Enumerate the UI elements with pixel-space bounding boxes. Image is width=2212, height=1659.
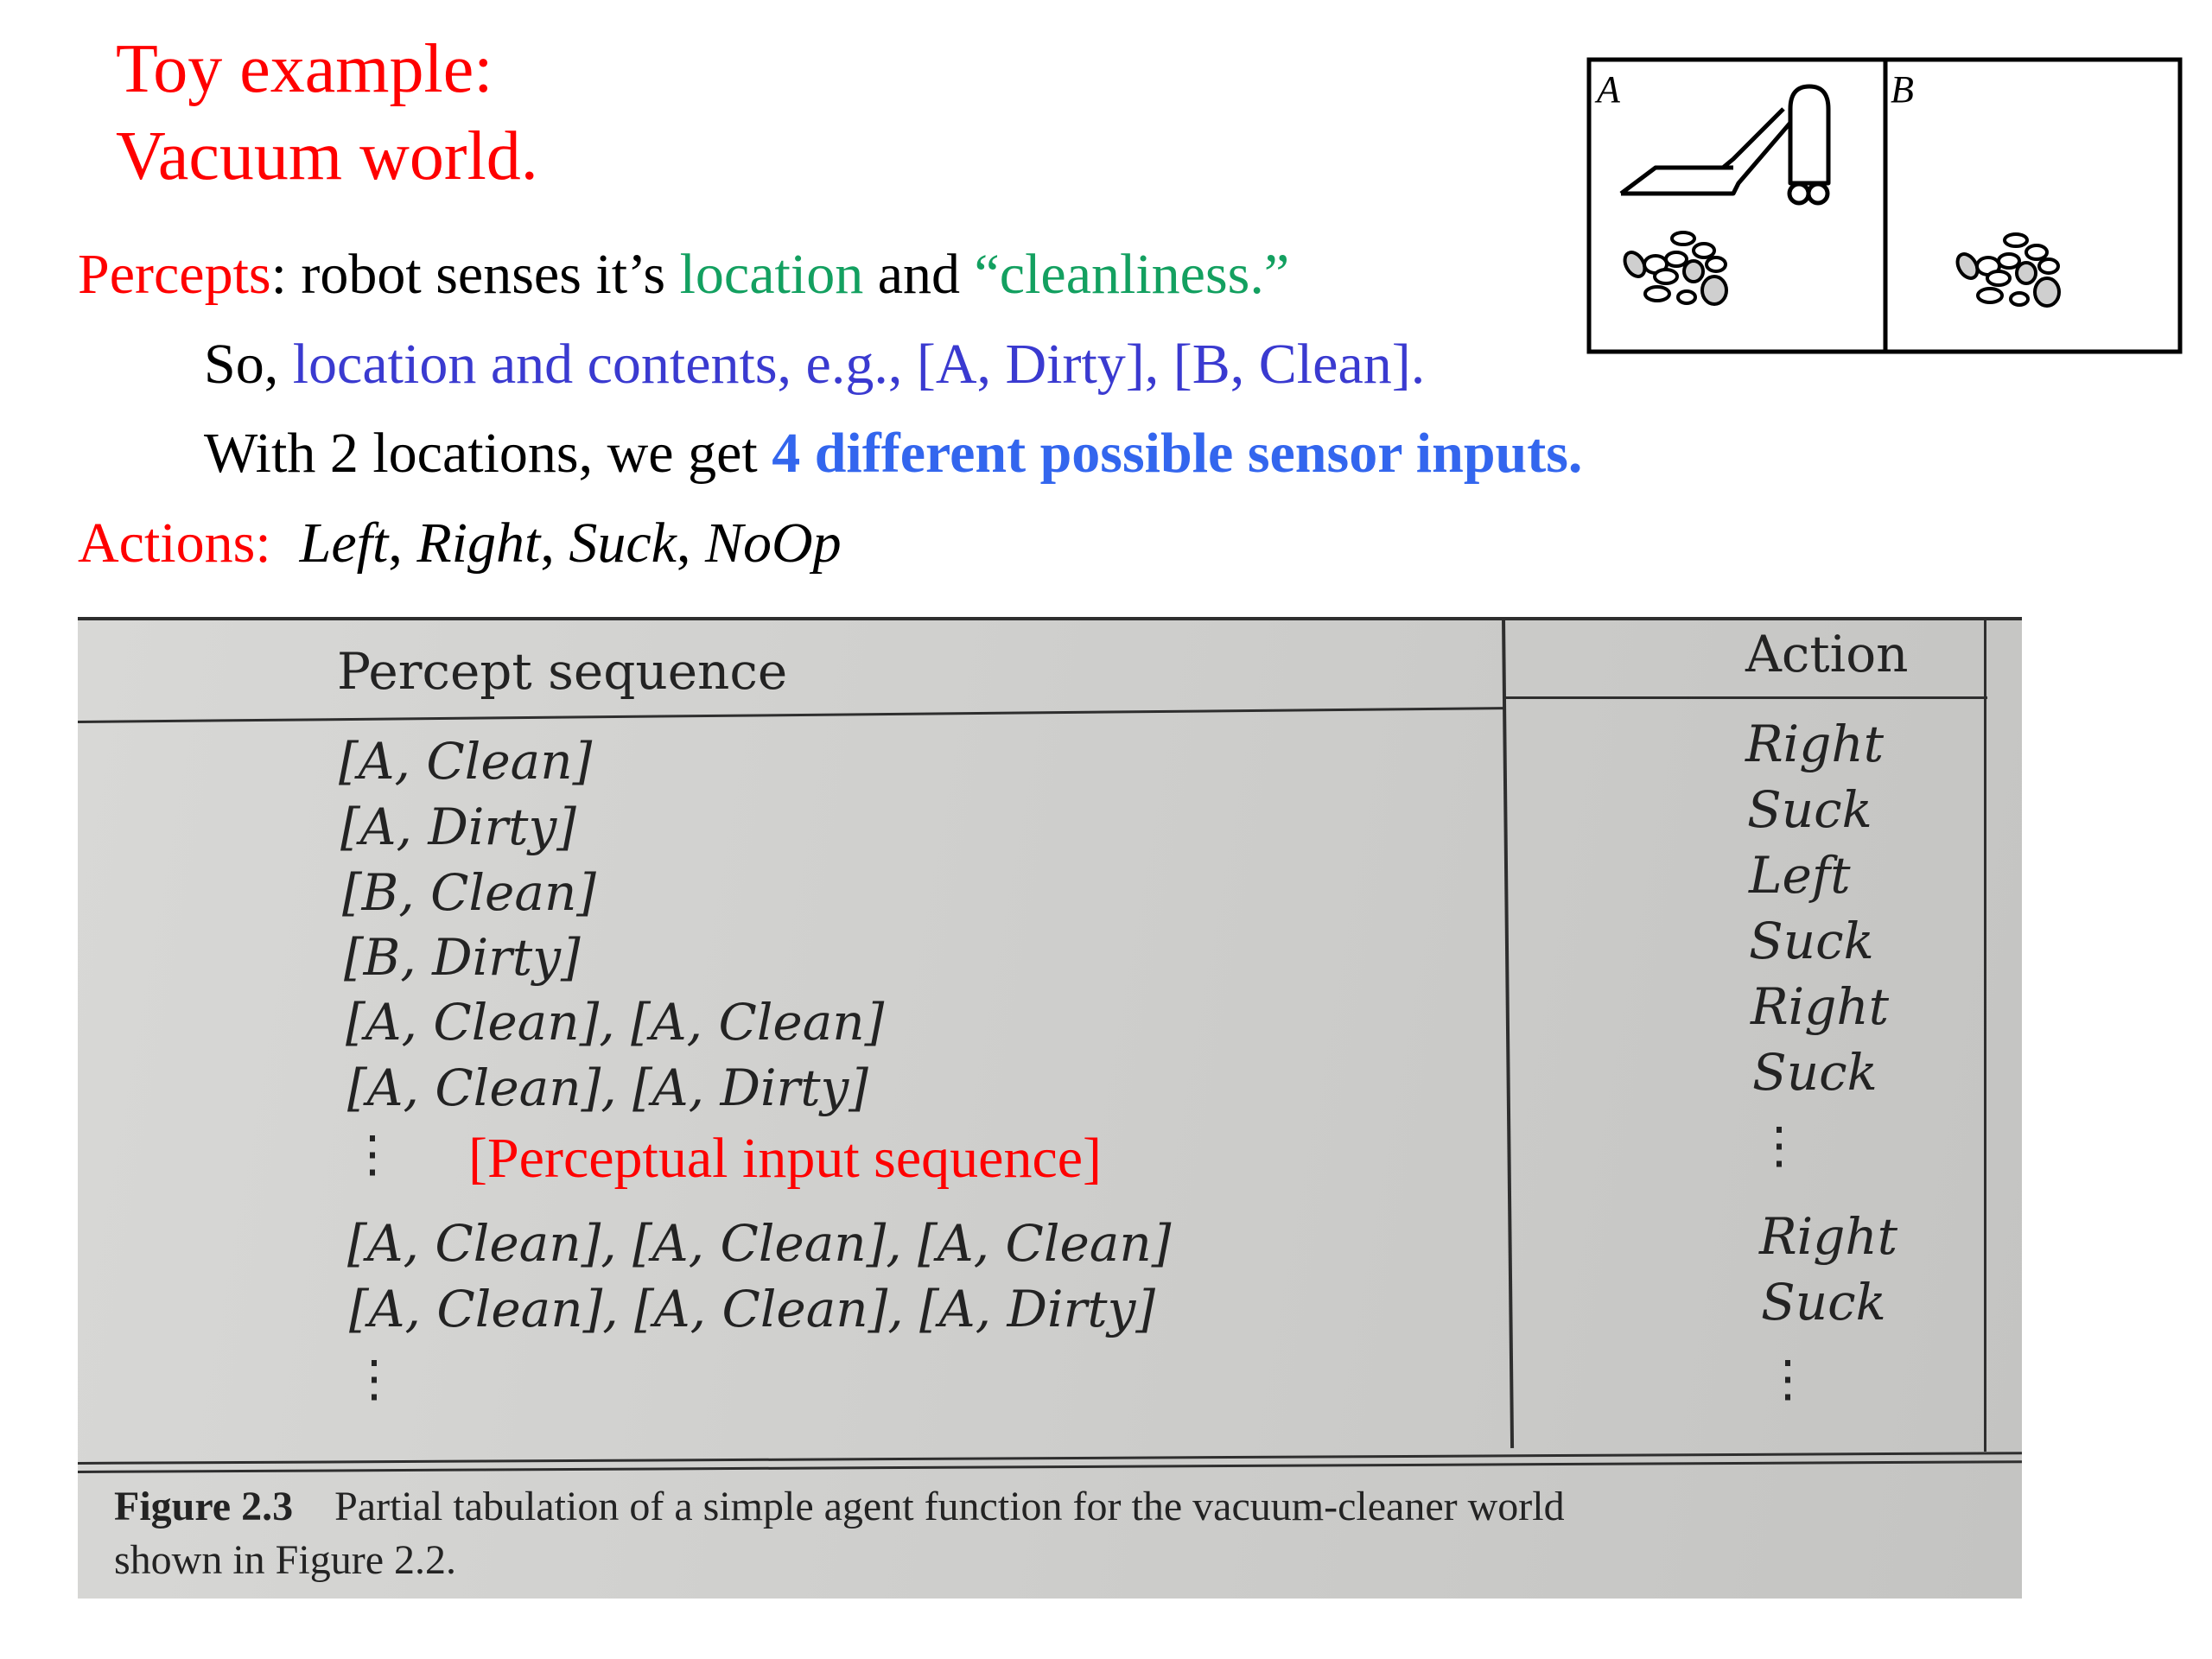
action-ellipsis-2: ⋮ xyxy=(1763,1349,1813,1408)
header-percept-sequence: Percept sequence xyxy=(337,642,788,701)
percept-row-1: [A, Clean] xyxy=(339,732,593,791)
action-row-6: Suck xyxy=(1752,1043,1878,1102)
vacuum-world-diagram xyxy=(1586,57,2183,354)
figure-caption-text-1: Partial tabulation of a simple agent function for the vacuum-cleaner world xyxy=(334,1484,1565,1529)
with-prefix: With 2 locations, we get xyxy=(204,422,772,485)
percept-row-2: [A, Dirty] xyxy=(340,798,576,856)
dirt-icon xyxy=(1954,234,2059,306)
vacuum-cleaner-icon xyxy=(1621,86,1828,203)
dirt-icon xyxy=(1621,232,1726,304)
percepts-and: and xyxy=(863,243,975,306)
table-top-rule xyxy=(78,617,2022,620)
with-highlight: 4 different possible sensor inputs. xyxy=(772,422,1583,485)
figure-caption-line-1 xyxy=(114,1486,1565,1528)
action-left: Left xyxy=(299,512,389,575)
action-right: Right xyxy=(416,512,541,575)
percepts-text: : robot senses it’s xyxy=(270,243,680,306)
so-prefix: So, xyxy=(204,333,293,396)
action-row-3: Left xyxy=(1749,846,1851,905)
action-row-1: Right xyxy=(1745,715,1885,773)
percept-row-6: [A, Clean], [A, Dirty] xyxy=(347,1058,868,1117)
so-highlight: location and contents, e.g., [A, Dirty], [B, Clean]. xyxy=(292,333,1426,396)
percept-row-8: [A, Clean], [A, Clean], [A, Dirty] xyxy=(349,1280,1156,1338)
agent-function-table-photo xyxy=(78,617,2022,1599)
percepts-location: location xyxy=(679,243,864,306)
action-ellipsis-1: ⋮ xyxy=(1754,1116,1804,1174)
with-line xyxy=(204,422,1583,485)
action-row-8: Suck xyxy=(1761,1273,1886,1332)
percept-row-7: [A, Clean], [A, Clean], [A, Clean] xyxy=(347,1214,1172,1273)
percepts-label: Percepts xyxy=(78,243,271,306)
percept-row-4: [B, Dirty] xyxy=(344,928,581,987)
header-action: Action xyxy=(1745,625,1909,683)
action-noop: NoOp xyxy=(704,512,842,575)
perceptual-input-sequence-annotation: [Perceptual input sequence] xyxy=(468,1127,1103,1190)
action-row-2: Suck xyxy=(1747,780,1872,839)
figure-caption-label: Figure 2.3 xyxy=(114,1484,294,1529)
percepts-cleanliness: “cleanliness.” xyxy=(974,243,1290,306)
action-row-5: Right xyxy=(1751,977,1890,1036)
percept-ellipsis-2: ⋮ xyxy=(349,1349,399,1408)
figure-caption-line-2: shown in Figure 2.2. xyxy=(114,1537,456,1583)
room-a-label: A xyxy=(1597,68,1620,111)
header-rule-right xyxy=(1503,696,1987,699)
actions-line: Actions: Left, Right, Suck, NoOp xyxy=(78,512,842,575)
percept-row-5: [A, Clean], [A, Clean] xyxy=(346,993,885,1052)
action-row-4: Suck xyxy=(1749,912,1874,970)
table-right-edge xyxy=(1984,617,1986,1452)
title-line-1: Toy example: xyxy=(116,31,493,107)
actions-label: Actions: xyxy=(78,512,271,575)
so-line xyxy=(204,333,1426,396)
header-rule-left xyxy=(78,707,1503,723)
action-suck: Suck xyxy=(569,512,677,575)
percept-row-3: [B, Clean] xyxy=(342,863,596,922)
title-line-2: Vacuum world. xyxy=(116,118,538,194)
percepts-line xyxy=(78,243,1290,306)
room-b-label: B xyxy=(1891,68,1914,111)
column-divider xyxy=(1502,617,1514,1448)
percept-ellipsis-1: ⋮ xyxy=(347,1124,397,1183)
action-row-7: Right xyxy=(1759,1207,1898,1266)
